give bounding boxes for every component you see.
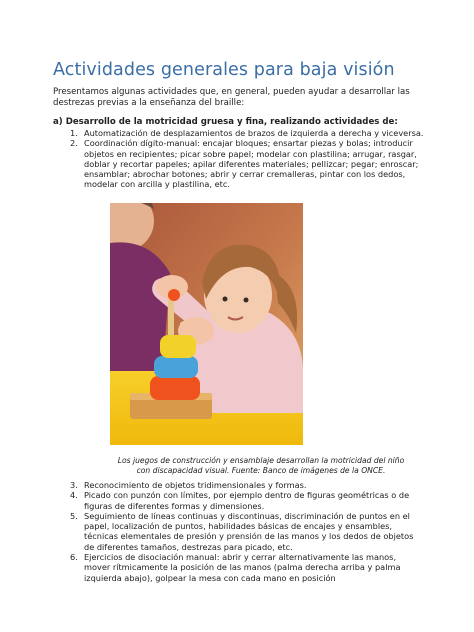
activity-list-part-1 [70,128,424,190]
list-item [70,490,424,511]
child-stacking-rings-photo [110,203,303,445]
page-title: Actividades generales para baja visión [53,60,395,80]
list-item [70,138,424,190]
list-item-number: 6. [70,552,78,563]
toy-ring-blue [154,356,198,378]
child-eye-left [223,297,228,302]
list-item-number: 2. [70,138,78,149]
intro-paragraph: Presentamos algunas actividades que, en general, pueden ayudar a desarrollar las destrezas previas a la enseñanza del braille: [53,87,410,108]
list-item [70,480,424,490]
list-item-number: 1. [70,128,78,138]
list-item [70,510,424,552]
list-item-text: Ejercicios de disociación manual: abrir y cerrar alternativamente las manos, mover rítmicamente la posición de las manos (palma derecha arriba y palma izquierda abajo), golpear la mesa con cada mano en posición [84,552,401,583]
list-item-text: Seguimiento de líneas continuas y discontinuas, discriminación de puntos en el papel, localización de puntos, habilidades básicas de encajes y ensambles, técnicas elementales de presión y prensión de las manos y los dedos de objetos de diferentes tamaños, destrezas para picado, etc. [84,510,414,552]
toy-ring-yellow [160,335,196,358]
list-item-text: Coordinación dígito-manual: encajar bloques; ensartar piezas y bolas; introducir objetos en recipientes; picar sobre papel; modelar con plastilina; arrugar, rasgar, doblar y recortar papeles; apilar diferentes materiales; pellizcar; pegar; enroscar; ensamblar; abrochar botones; abrir y cerrar cremalleras, pintar con los dedos, modelar con arcilla y plastilina, etc. [84,138,419,190]
activity-list-part-2 [70,480,424,583]
image-caption: Los juegos de construcción y ensamblaje desarrollan la motricidad del niño con discapacidad visual. Fuente: Banco de imágenes de la ONCE. [117,456,405,475]
toy-peg-top [168,289,180,301]
list-item-number: 3. [70,480,78,490]
list-item-text: Reconocimiento de objetos tridimensionales y formas. [84,480,307,490]
section-heading-a: a) Desarrollo de la motricidad gruesa y fina, realizando actividades de: [53,117,398,127]
list-item-text: Picado con punzón con límites, por ejemplo dentro de figuras geométricas o de figuras de diferentes formas y dimensiones. [84,490,410,511]
list-item [70,128,424,138]
list-item-number: 4. [70,490,78,501]
child-eye-right [244,298,249,303]
list-item-number: 5. [70,510,78,521]
list-item-text: Automatización de desplazamientos de brazos de izquierda a derecha y viceversa. [84,128,424,138]
toy-ring-orange [150,376,200,400]
list-item [70,552,424,583]
